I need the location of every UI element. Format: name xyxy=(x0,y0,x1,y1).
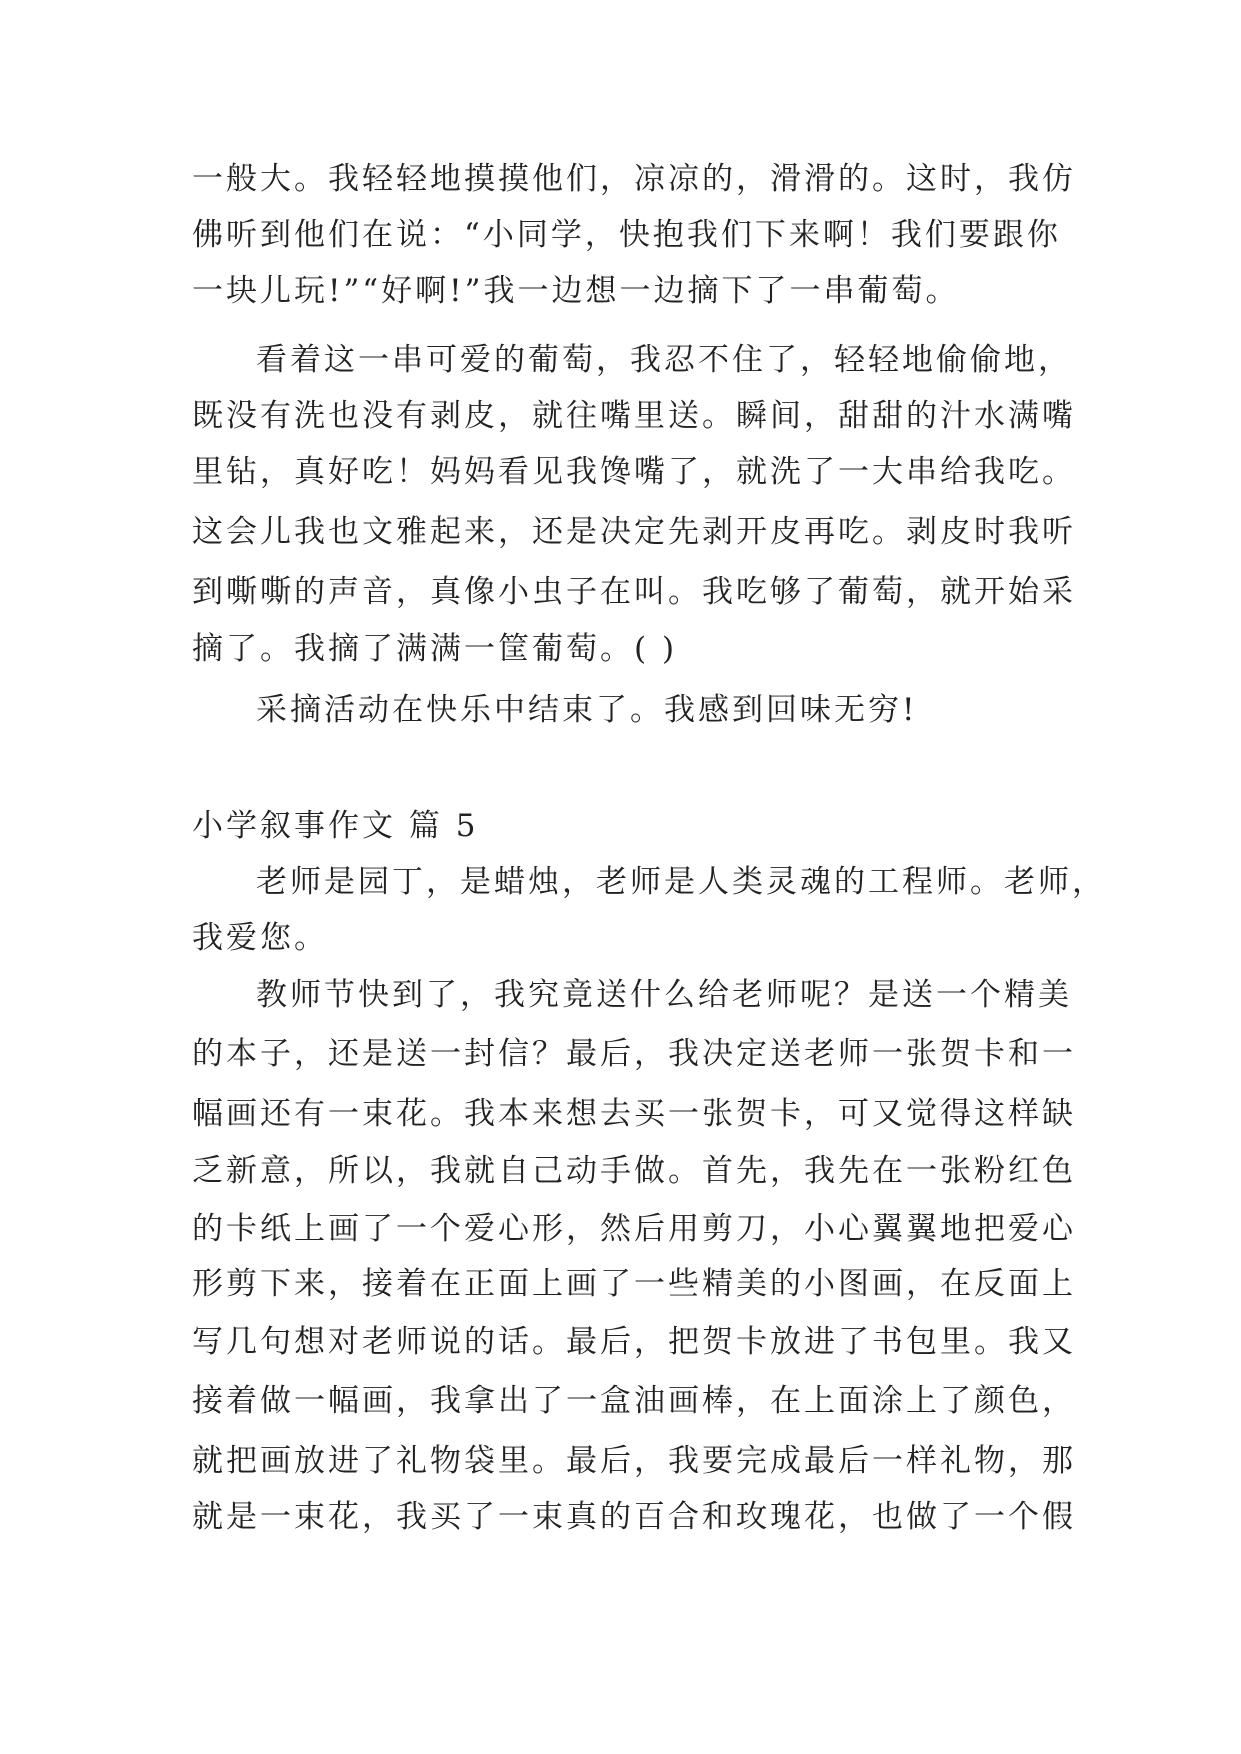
paragraph-first-line: 看着这一串可爱的葡萄，我忍不住了，轻轻地偷偷地， xyxy=(256,342,1072,378)
text-line: 写几句想对老师说的话。最后，把贺卡放进了书包里。我又 xyxy=(192,1324,1076,1360)
text-line: 里钻，真好吃！妈妈看见我馋嘴了，就洗了一大串给我吃。 xyxy=(192,454,1076,490)
text-line: 的本子，还是送一封信？最后，我决定送老师一张贺卡和一 xyxy=(192,1036,1076,1072)
text-line: 佛听到他们在说：“小同学，快抱我们下来啊！我们要跟你 xyxy=(192,217,1061,253)
text-line: 一块儿玩!”“好啊!”我一边想一边摘下了一串葡萄。 xyxy=(192,273,960,309)
text-line: 就是一束花，我买了一束真的百合和玫瑰花，也做了一个假 xyxy=(192,1499,1076,1535)
text-line: 这会儿我也文雅起来，还是决定先剥开皮再吃。剥皮时我听 xyxy=(192,514,1076,550)
text-line: 就把画放进了礼物袋里。最后，我要完成最后一样礼物，那 xyxy=(192,1443,1076,1479)
section-heading: 小学叙事作文 篇 5 xyxy=(192,808,479,844)
text-line: 乏新意，所以，我就自己动手做。首先，我先在一张粉红色 xyxy=(192,1153,1076,1189)
text-line: 的卡纸上画了一个爱心形，然后用剪刀，小心翼翼地把爱心 xyxy=(192,1211,1076,1247)
text-line: 接着做一幅画，我拿出了一盒油画棒，在上面涂上了颜色， xyxy=(192,1383,1076,1419)
paragraph-first-line: 教师节快到了，我究竟送什么给老师呢？是送一个精美 xyxy=(256,977,1072,1013)
text-line: 既没有洗也没有剥皮，就往嘴里送。瞬间，甜甜的汁水满嘴 xyxy=(192,398,1076,434)
text-line: 幅画还有一束花。我本来想去买一张贺卡，可又觉得这样缺 xyxy=(192,1096,1076,1132)
text-line: 一般大。我轻轻地摸摸他们，凉凉的，滑滑的。这时，我仿 xyxy=(192,161,1076,197)
text-line: 到嘶嘶的声音，真像小虫子在叫。我吃够了葡萄，就开始采 xyxy=(192,574,1076,610)
text-line: 形剪下来，接着在正面上画了一些精美的小图画，在反面上 xyxy=(192,1266,1076,1302)
text-line: 摘了。我摘了满满一筐葡萄。( ) xyxy=(192,631,678,667)
paragraph-first-line: 采摘活动在快乐中结束了。我感到回味无穷! xyxy=(256,692,918,728)
paragraph-first-line: 老师是园丁，是蜡烛，老师是人类灵魂的工程师。老师， xyxy=(256,864,1106,900)
text-line: 我爱您。 xyxy=(192,920,328,956)
